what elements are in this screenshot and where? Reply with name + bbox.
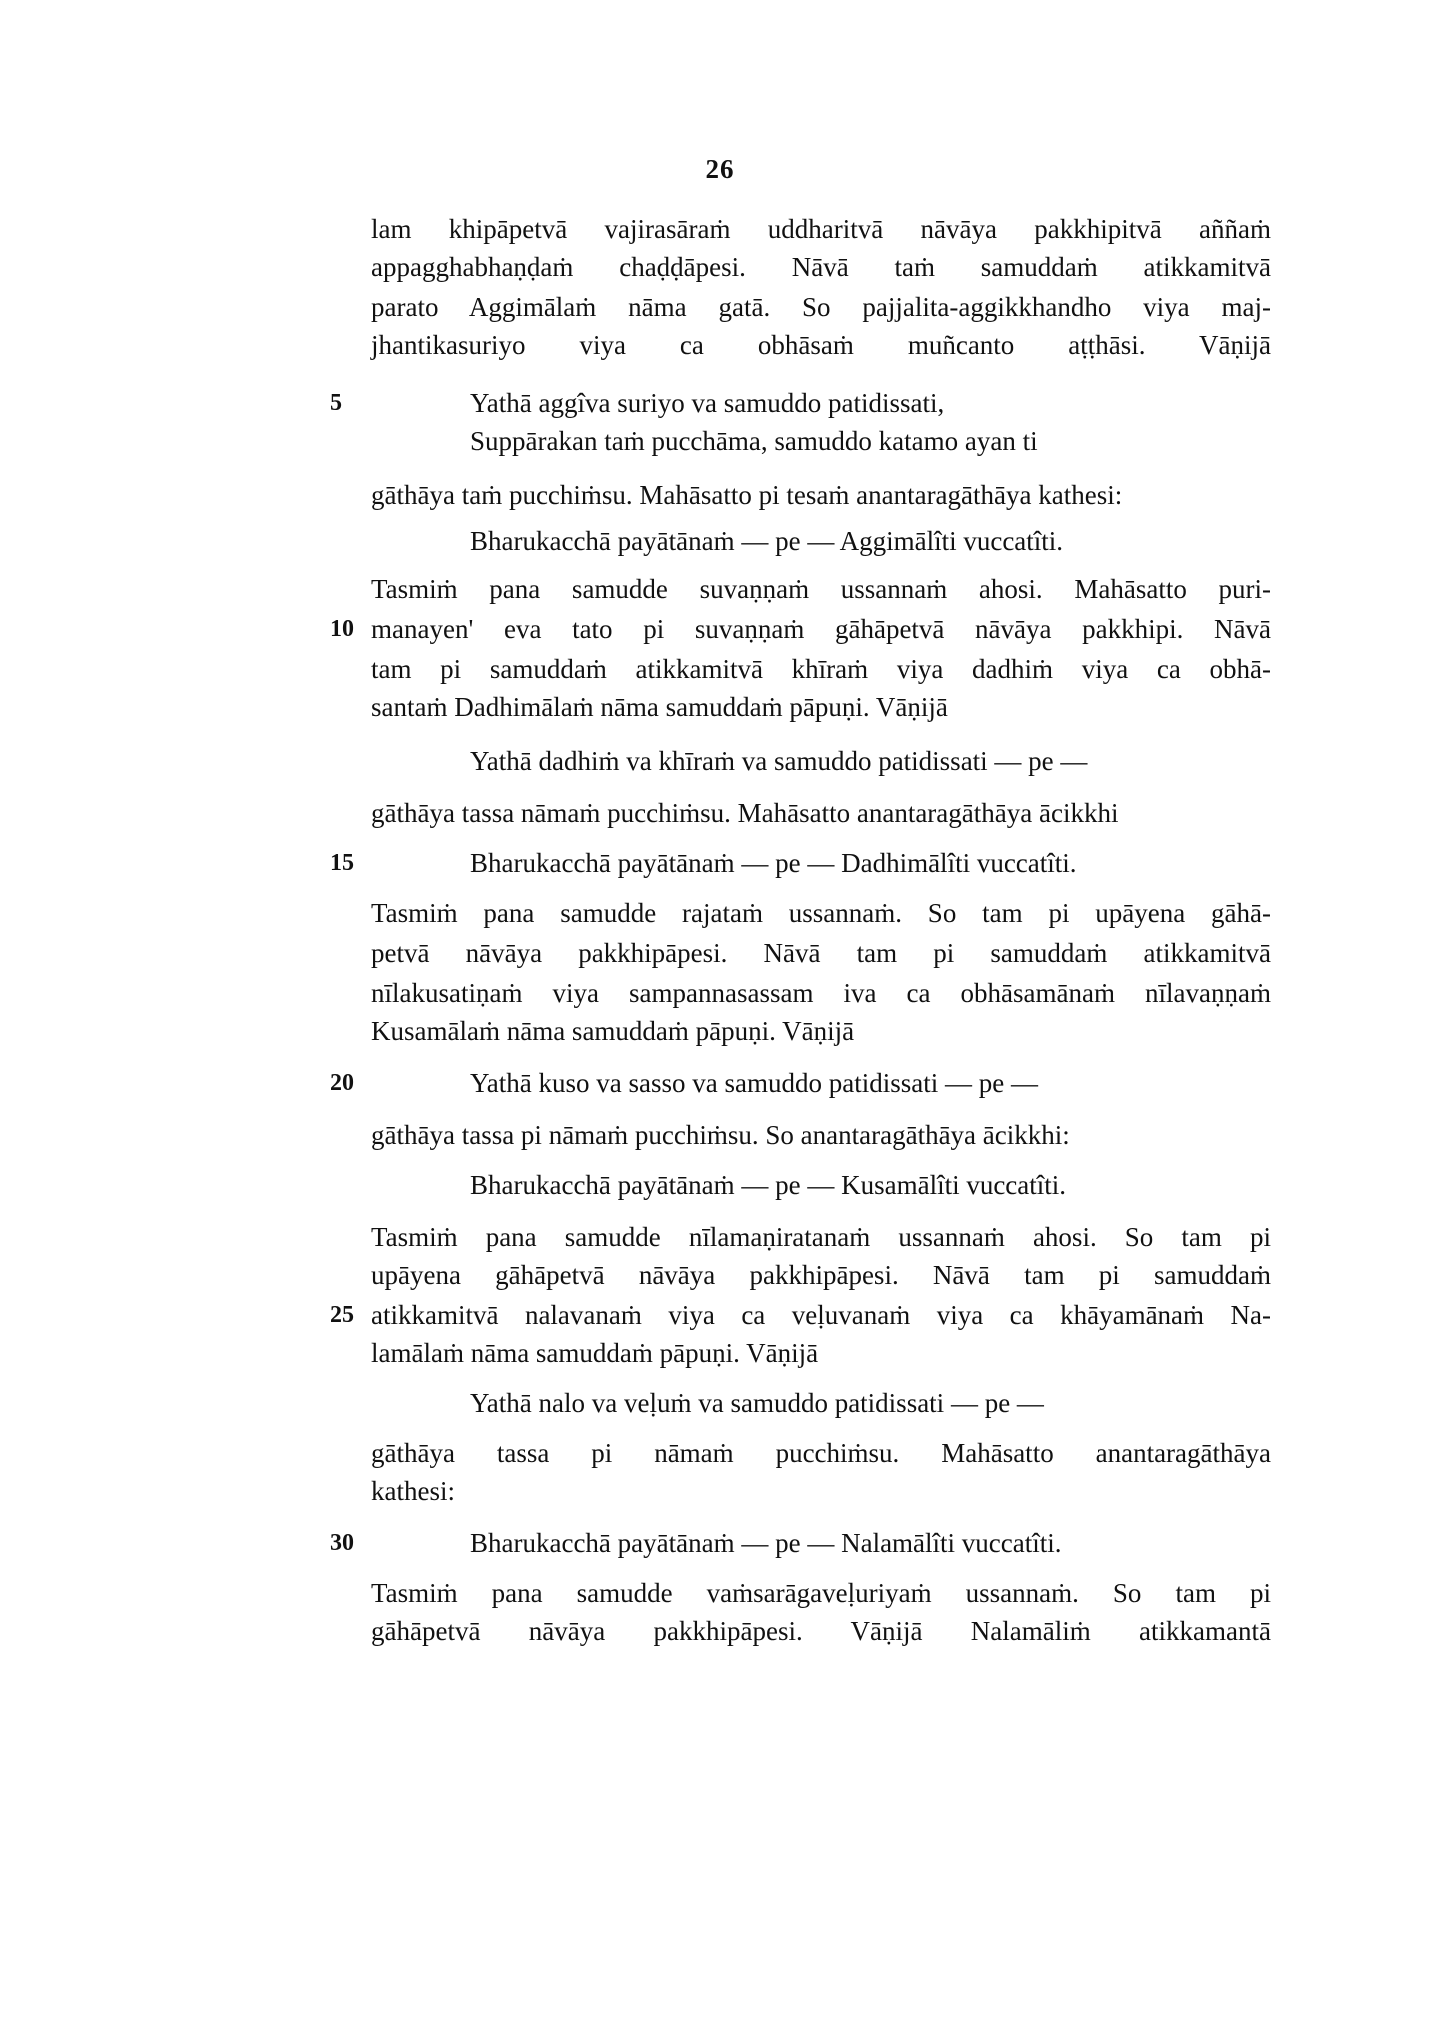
text-line: manayen' eva tato pi suvaṇṇaṁ gāhāpetvā nāvāya pakkhipi. Nāvā [371, 614, 1271, 644]
text-line: upāyena gāhāpetvā nāvāya pakkhipāpesi. Nāvā tam pi samuddaṁ [371, 1260, 1271, 1290]
margin-line-number: 25 [330, 1302, 354, 1328]
text-line: lamālaṁ nāma samuddaṁ pāpuṇi. Vāṇijā [371, 1338, 819, 1368]
text-line: tam pi samuddaṁ atikkamitvā khīraṁ viya dadhiṁ viya ca obhā- [371, 654, 1271, 684]
text-line: nīlakusatiṇaṁ viya sampannasassam iva ca obhāsamānaṁ nīlavaṇṇaṁ [371, 978, 1271, 1008]
verse-line: Yathā nalo va veḷuṁ va samuddo patidissati — pe — [470, 1388, 1044, 1418]
verse-line: Yathā aggîva suriyo va samuddo patidissati, [470, 388, 945, 418]
page-number: 26 [705, 154, 735, 184]
margin-line-number: 20 [330, 1070, 354, 1096]
text-line: gāthāya taṁ pucchiṁsu. Mahāsatto pi tesaṁ anantaragāthāya kathesi: [371, 480, 1123, 510]
margin-line-number: 15 [330, 850, 354, 876]
verse-line: Bharukacchā payātānaṁ — pe — Dadhimālîti vuccatîti. [470, 848, 1077, 878]
text-line: Tasmiṁ pana samudde rajataṁ ussannaṁ. So tam pi upāyena gāhā- [371, 898, 1271, 928]
text-line: gāthāya tassa pi nāmaṁ pucchiṁsu. So anantaragāthāya ācikkhi: [371, 1120, 1070, 1150]
text-line: lam khipāpetvā vajirasāraṁ uddharitvā nāvāya pakkhipitvā aññaṁ [371, 214, 1271, 244]
text-line: santaṁ Dadhimālaṁ nāma samuddaṁ pāpuṇi. Vāṇijā [371, 692, 948, 722]
text-line: gāhāpetvā nāvāya pakkhipāpesi. Vāṇijā Nalamāliṁ atikkamantā [371, 1616, 1271, 1646]
verse-line: Bharukacchā payātānaṁ — pe — Nalamālîti vuccatîti. [470, 1528, 1062, 1558]
text-line: gāthāya tassa nāmaṁ pucchiṁsu. Mahāsatto anantaragāthāya ācikkhi [371, 798, 1119, 828]
verse-line: Suppārakan taṁ pucchāma, samuddo katamo ayan ti [470, 426, 1038, 456]
text-line: parato Aggimālaṁ nāma gatā. So pajjalita-aggikkhandho viya maj- [371, 292, 1271, 322]
text-line: appagghabhaṇḍaṁ chaḍḍāpesi. Nāvā taṁ samuddaṁ atikkamitvā [371, 252, 1271, 282]
text-line: petvā nāvāya pakkhipāpesi. Nāvā tam pi samuddaṁ atikkamitvā [371, 938, 1271, 968]
verse-line: Bharukacchā payātānaṁ — pe — Aggimālîti vuccatîti. [470, 526, 1064, 556]
margin-line-number: 30 [330, 1530, 354, 1556]
margin-line-number: 5 [330, 390, 342, 416]
text-line: kathesi: [371, 1476, 455, 1506]
text-line: Tasmiṁ pana samudde suvaṇṇaṁ ussannaṁ ahosi. Mahāsatto puri- [371, 574, 1271, 604]
text-line: gāthāya tassa pi nāmaṁ pucchiṁsu. Mahāsatto anantaragāthāya [371, 1438, 1271, 1468]
text-line: Kusamālaṁ nāma samuddaṁ pāpuṇi. Vāṇijā [371, 1016, 855, 1046]
verse-line: Yathā kuso va sasso va samuddo patidissati — pe — [470, 1068, 1038, 1098]
margin-line-number: 10 [330, 616, 354, 642]
verse-line: Bharukacchā payātānaṁ — pe — Kusamālîti vuccatîti. [470, 1170, 1067, 1200]
text-line: atikkamitvā nalavanaṁ viya ca veḷuvanaṁ viya ca khāyamānaṁ Na- [371, 1300, 1271, 1330]
verse-line: Yathā dadhiṁ va khīraṁ va samuddo patidissati — pe — [470, 746, 1088, 776]
text-line: Tasmiṁ pana samudde vaṁsarāgaveḷuriyaṁ ussannaṁ. So tam pi [371, 1578, 1271, 1608]
text-line: Tasmiṁ pana samudde nīlamaṇiratanaṁ ussannaṁ ahosi. So tam pi [371, 1222, 1271, 1252]
text-line: jhantikasuriyo viya ca obhāsaṁ muñcanto aṭṭhāsi. Vāṇijā [371, 330, 1271, 360]
